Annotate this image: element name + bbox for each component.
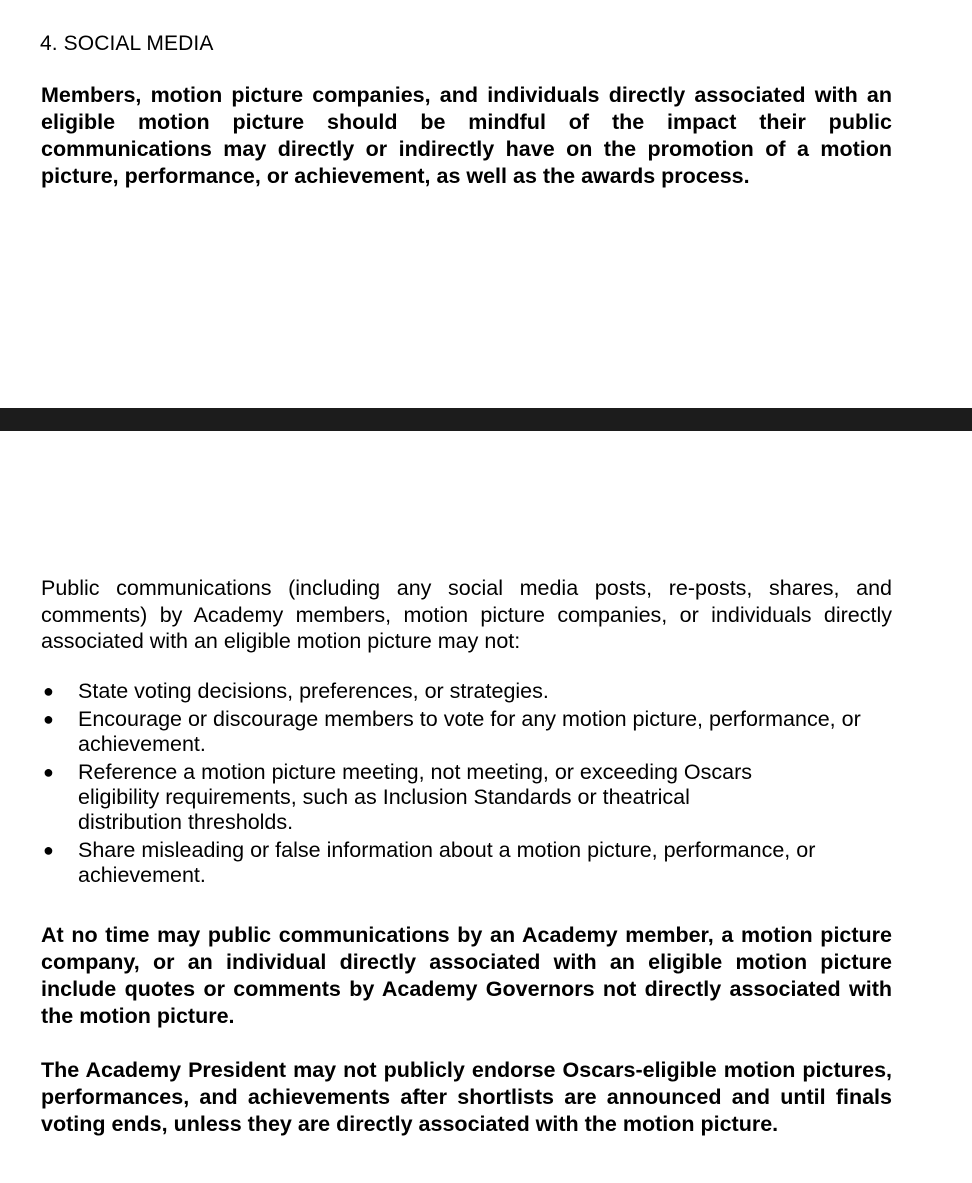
list-item	[41, 707, 901, 757]
list-item-text: Encourage or discourage members to vote for any motion picture, performance, or achievement.	[78, 707, 861, 756]
governors-paragraph: At no time may public communications by an Academy member, a motion picture company, or an individual directly associated with an eligible motion picture include quotes or comments by Academy Governors not directly associated with the motion picture.	[41, 923, 892, 1028]
bullet-icon: ●	[43, 681, 54, 701]
page-divider	[0, 408, 972, 431]
intro-paragraph: Members, motion picture companies, and individuals directly associated with an eligible motion picture should be mindful of the impact their public communications may directly or indirectly have on the promotion of a motion picture, performance, or achievement, as well as the awards process.	[41, 83, 892, 188]
list-item-text: State voting decisions, preferences, or strategies.	[78, 679, 549, 703]
list-item	[41, 838, 901, 888]
list-item	[41, 760, 788, 835]
bullet-icon: ●	[43, 840, 54, 860]
list-item-text: Share misleading or false information about a motion picture, performance, or achievement.	[78, 838, 816, 887]
restrictions-list	[41, 679, 901, 891]
list-item	[41, 679, 901, 704]
list-item-text: Reference a motion picture meeting, not meeting, or exceeding Oscars eligibility requirements, such as Inclusion Standards or theatrical distribution thresholds.	[78, 760, 753, 834]
bullet-icon: ●	[43, 709, 54, 729]
communications-intro: Public communications (including any social media posts, re-posts, shares, and comments) by Academy members, motion picture companies, or individuals directly associated with an eligible motion picture may not:	[41, 576, 892, 653]
section-heading: 4. SOCIAL MEDIA	[40, 32, 214, 55]
bullet-icon: ●	[43, 762, 54, 782]
president-paragraph: The Academy President may not publicly endorse Oscars-eligible motion pictures, performances, and achievements after shortlists are announced and until finals voting ends, unless they are directly associated with the motion picture.	[41, 1058, 892, 1136]
